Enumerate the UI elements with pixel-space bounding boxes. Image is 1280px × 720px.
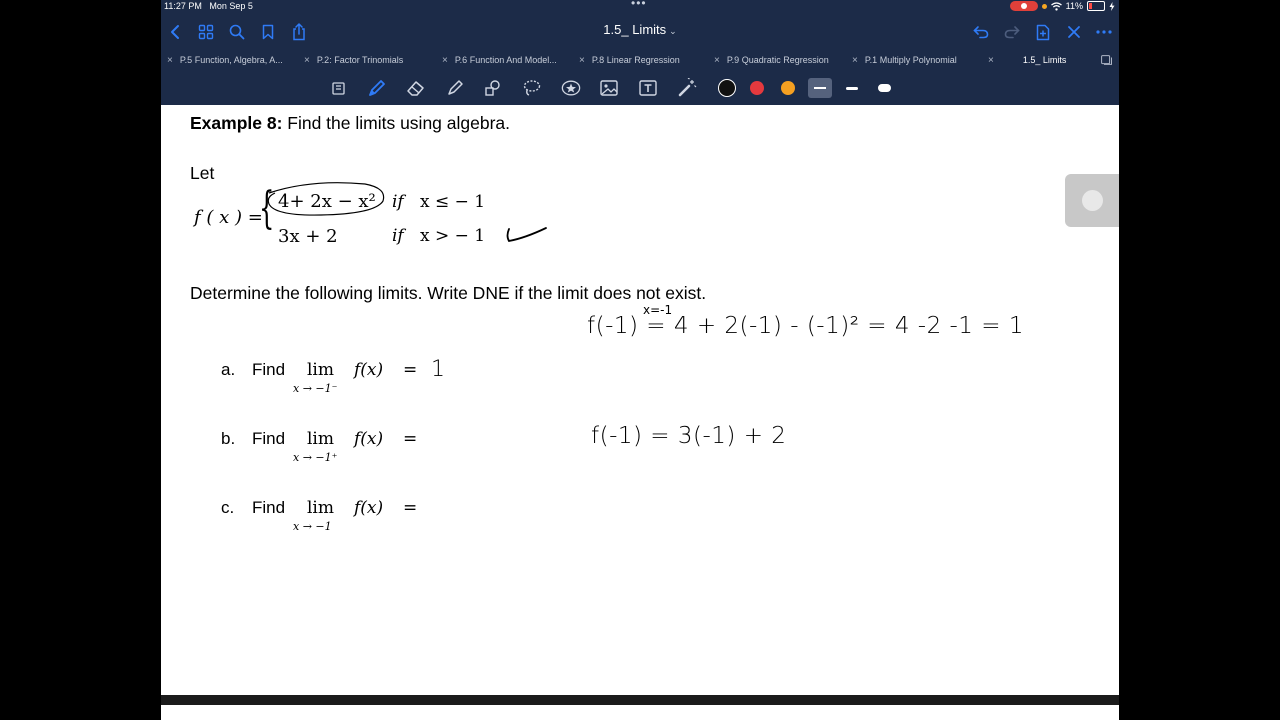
close-tab-icon[interactable]: × [988,54,994,66]
let-label: Let [190,163,215,183]
image-tool-icon[interactable] [599,78,619,98]
tab-p6-function-model[interactable]: × P.6 Function And Model... [442,54,557,66]
lasso-tool-icon[interactable] [522,78,542,98]
ink-layer [161,105,1119,695]
undo-icon[interactable] [970,21,992,43]
stroke-thin-option[interactable] [808,78,832,98]
status-time: 11:27 PM Mon Sep 5 [164,1,253,11]
item-c-fx: f(x) [354,498,384,518]
item-c-letter: c. [221,498,235,517]
piecewise-brace: { [259,183,275,234]
tab-p1-multiply-polynomial[interactable]: × P.1 Multiply Polynomial [852,54,957,66]
ink-answer-a: 1 [431,357,445,382]
item-a-equals: = [403,360,418,380]
page-divider [161,695,1119,705]
mic-indicator-icon [1042,4,1047,9]
tab-p9-quadratic-regression[interactable]: × P.9 Quadratic Regression [714,54,829,66]
battery-percent: 11% [1065,1,1083,11]
item-a-lim: lim [307,360,334,380]
item-b-fx: f(x) [354,429,384,449]
status-right [1010,1,1115,11]
charging-icon [1109,2,1115,11]
stroke-medium-option[interactable] [840,78,864,98]
close-tab-icon[interactable]: × [579,54,585,66]
redo-icon[interactable] [1001,21,1023,43]
close-icon[interactable] [1063,21,1085,43]
shapes-tool-icon[interactable] [483,78,503,98]
assistive-touch-button[interactable] [1065,174,1119,227]
add-page-icon[interactable] [1032,21,1054,43]
example-heading: Example 8: Find the limits using algebra. [190,113,511,133]
close-tab-icon[interactable]: × [167,54,173,66]
tab-bar [161,50,1119,70]
piece-2-expression: 3x + 2 [278,226,338,247]
color-orange-swatch[interactable] [781,81,795,95]
stroke-thick-option[interactable] [872,78,896,98]
multitasking-dots-icon[interactable]: ••• [631,0,647,10]
ink-line-1: f(-1) = 4 + 2(-1) - (-1)² = 4 -2 -1 = 1 [587,313,1024,339]
ink-line-2: f(-1) = 3(-1) + 2 [591,423,787,449]
item-a-subscript: x → −1⁻ [293,382,338,395]
wifi-icon [1051,2,1062,11]
ink-checkmark [508,228,547,241]
read-only-mode-icon[interactable] [329,78,349,98]
ink-note-x: x=-1 [643,303,673,317]
next-page-preview [161,705,1119,720]
elements-sticker-icon[interactable] [561,78,581,98]
close-tab-icon[interactable]: × [442,54,448,66]
ink-circle-around-piece-1 [268,183,383,215]
item-b-equals: = [403,429,418,449]
close-tab-icon[interactable]: × [304,54,310,66]
text-tool-icon[interactable] [638,78,658,98]
item-a-fx: f(x) [354,360,384,380]
item-b-letter: b. [221,429,236,448]
screen-recording-icon[interactable] [1010,1,1038,11]
goodnotes-app [161,0,1119,720]
status-bar [161,0,1119,14]
piece-1-if: if [392,192,404,212]
color-black-swatch[interactable] [718,79,736,97]
document-title[interactable]: 1.5_ Limits ⌄ [603,22,677,37]
color-red-swatch[interactable] [750,81,764,95]
item-b-find: Find [252,429,286,448]
piece-2-if: if [392,226,404,246]
item-c-find: Find [252,498,286,517]
navigation-bar [161,17,1119,47]
pen-tool-icon[interactable] [367,78,387,98]
more-options-icon[interactable] [1093,21,1115,43]
item-a-find: Find [252,360,286,379]
item-c-lim: lim [307,498,334,518]
piece-1-expression: 4+ 2x − x² [278,191,376,212]
tab-overview-icon[interactable] [1101,50,1113,70]
battery-icon [1087,1,1105,11]
item-b-lim: lim [307,429,334,449]
item-c-subscript: x → −1 [293,520,332,533]
highlighter-tool-icon[interactable] [445,78,465,98]
tab-p2-factor-trinomials[interactable]: × P.2: Factor Trinomials [304,54,404,66]
laser-pointer-icon[interactable] [677,78,697,98]
tab-p8-linear-regression[interactable]: × P.8 Linear Regression [579,54,680,66]
item-a-letter: a. [221,360,236,379]
piece-2-condition: x > − 1 [420,226,486,246]
item-c-equals: = [403,498,418,518]
tab-1-5-limits[interactable]: × 1.5_ Limits [988,54,1067,66]
piece-1-condition: x ≤ − 1 [420,192,486,212]
instructions-text: Determine the following limits. Write DNE if the limit does not exist. [190,283,707,303]
function-name: f ( x ) = [194,207,263,228]
eraser-tool-icon[interactable] [406,78,426,98]
drawing-toolbar [161,72,1119,104]
item-b-subscript: x → −1⁺ [293,451,338,464]
close-tab-icon[interactable]: × [714,54,720,66]
tab-p5-function[interactable]: × P.5 Function, Algebra, A... [167,54,283,66]
notebook-page[interactable] [161,105,1119,695]
close-tab-icon[interactable]: × [852,54,858,66]
